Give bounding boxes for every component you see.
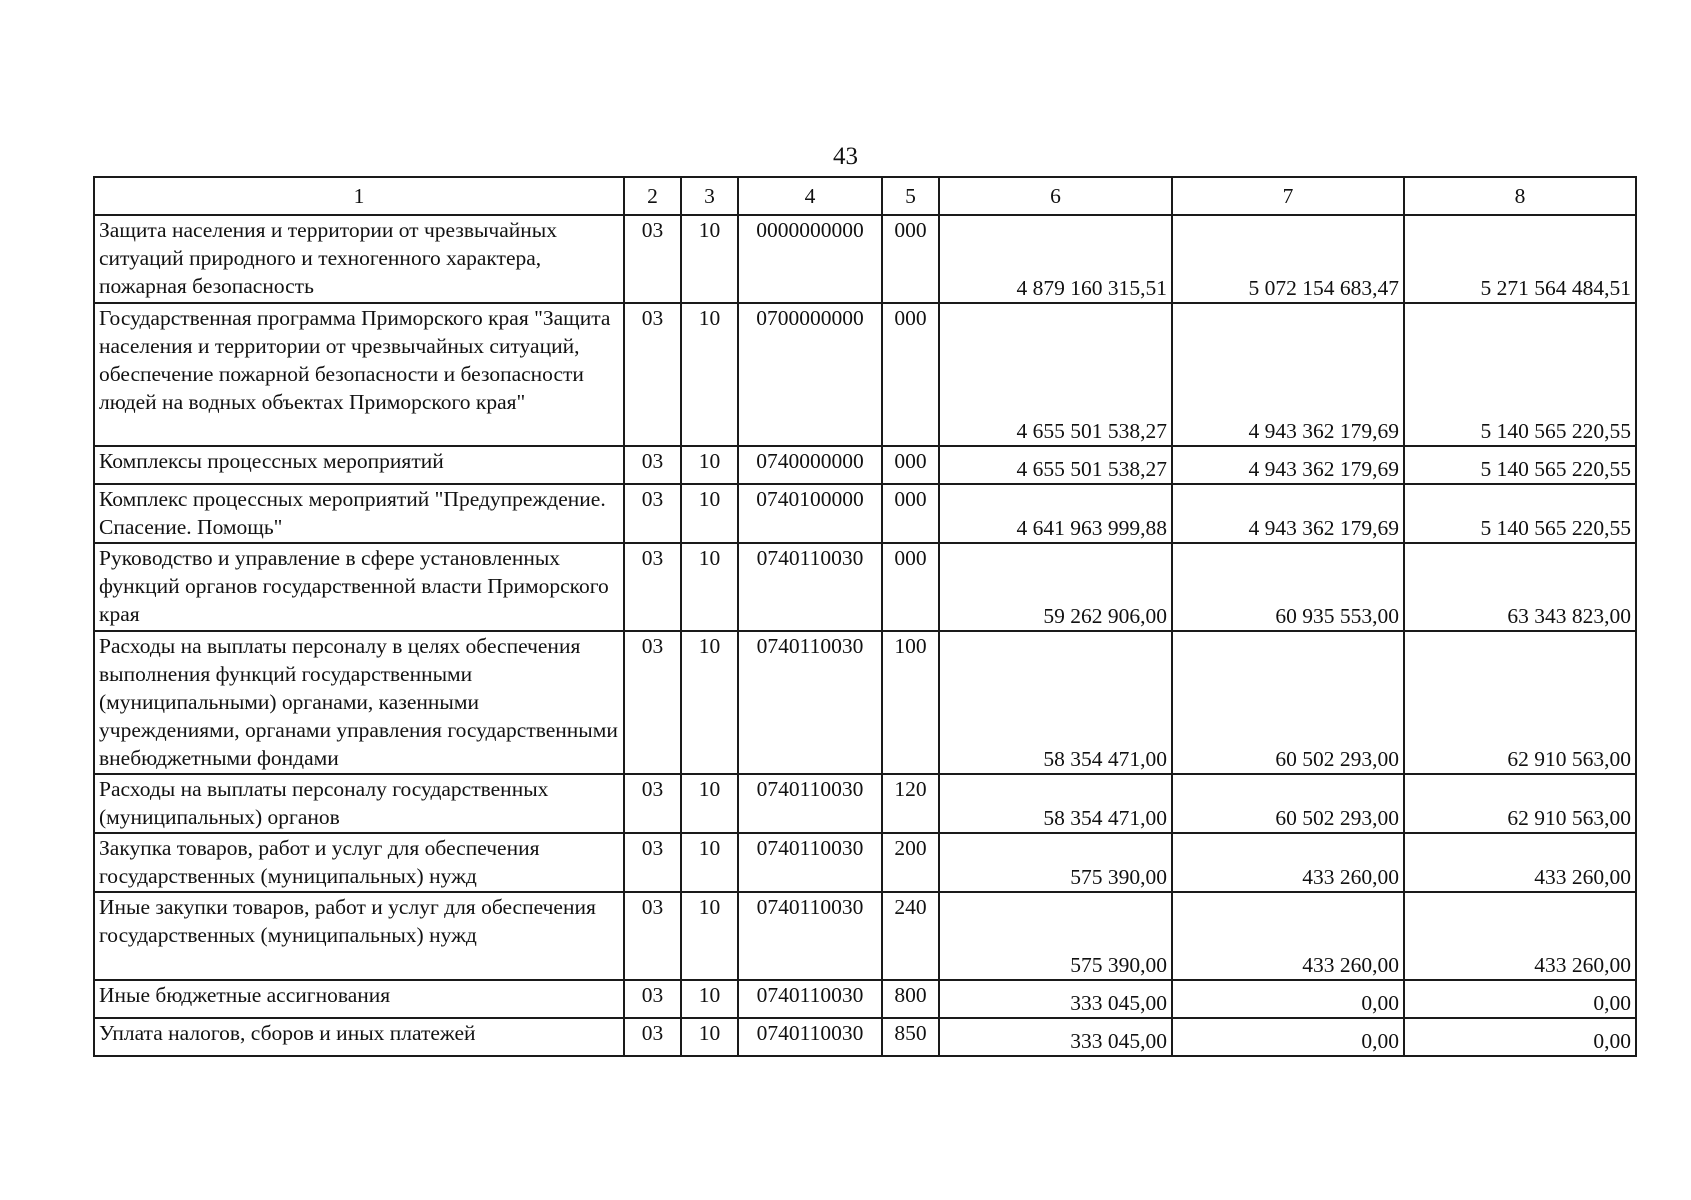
row-section-code: 03 xyxy=(624,980,681,1018)
table-row xyxy=(94,980,1636,1018)
header-row xyxy=(94,177,1636,215)
row-amount-col7: 5 072 154 683,47 xyxy=(1172,215,1404,303)
row-amount-col8: 63 343 823,00 xyxy=(1404,543,1636,631)
table-row xyxy=(94,543,1636,631)
table-row xyxy=(94,892,1636,980)
row-section-code: 03 xyxy=(624,543,681,631)
row-subsection-code: 10 xyxy=(681,631,738,774)
row-section-code: 03 xyxy=(624,303,681,446)
row-section-code: 03 xyxy=(624,892,681,980)
row-amount-col7: 60 502 293,00 xyxy=(1172,631,1404,774)
row-name: Расходы на выплаты персоналу государственных (муниципальных) органов xyxy=(94,774,624,833)
row-expense-type-code: 000 xyxy=(882,215,939,303)
row-amount-col8: 62 910 563,00 xyxy=(1404,631,1636,774)
row-target-article-code: 0740100000 xyxy=(738,484,882,543)
column-header-6: 6 xyxy=(939,177,1172,215)
row-target-article-code: 0000000000 xyxy=(738,215,882,303)
table-row xyxy=(94,484,1636,543)
row-amount-col7: 4 943 362 179,69 xyxy=(1172,446,1404,484)
row-expense-type-code: 800 xyxy=(882,980,939,1018)
table-row xyxy=(94,833,1636,892)
row-amount-col6: 4 879 160 315,51 xyxy=(939,215,1172,303)
row-amount-col7: 4 943 362 179,69 xyxy=(1172,484,1404,543)
table-row xyxy=(94,303,1636,446)
row-expense-type-code: 100 xyxy=(882,631,939,774)
table-row xyxy=(94,446,1636,484)
row-amount-col7: 0,00 xyxy=(1172,1018,1404,1056)
row-amount-col8: 433 260,00 xyxy=(1404,892,1636,980)
column-header-5: 5 xyxy=(882,177,939,215)
row-target-article-code: 0740110030 xyxy=(738,980,882,1018)
row-subsection-code: 10 xyxy=(681,303,738,446)
row-section-code: 03 xyxy=(624,215,681,303)
row-section-code: 03 xyxy=(624,446,681,484)
row-expense-type-code: 000 xyxy=(882,484,939,543)
column-header-4: 4 xyxy=(738,177,882,215)
row-subsection-code: 10 xyxy=(681,980,738,1018)
row-target-article-code: 0740110030 xyxy=(738,631,882,774)
row-subsection-code: 10 xyxy=(681,215,738,303)
row-section-code: 03 xyxy=(624,833,681,892)
row-amount-col8: 5 271 564 484,51 xyxy=(1404,215,1636,303)
row-name: Государственная программа Приморского края "Защита населения и территории от чрезвычайных ситуаций, обеспечение пожарной безопасности и безопасности людей на водных объектах Приморского края" xyxy=(94,303,624,446)
row-section-code: 03 xyxy=(624,774,681,833)
row-name: Защита населения и территории от чрезвычайных ситуаций природного и техногенного характера, пожарная безопасность xyxy=(94,215,624,303)
row-subsection-code: 10 xyxy=(681,892,738,980)
row-name: Иные бюджетные ассигнования xyxy=(94,980,624,1018)
row-amount-col6: 58 354 471,00 xyxy=(939,631,1172,774)
table-row xyxy=(94,774,1636,833)
budget-table xyxy=(93,176,1637,1057)
row-amount-col6: 4 655 501 538,27 xyxy=(939,446,1172,484)
row-amount-col7: 0,00 xyxy=(1172,980,1404,1018)
row-subsection-code: 10 xyxy=(681,833,738,892)
row-name: Комплекс процессных мероприятий "Предупреждение. Спасение. Помощь" xyxy=(94,484,624,543)
row-subsection-code: 10 xyxy=(681,774,738,833)
row-expense-type-code: 240 xyxy=(882,892,939,980)
row-amount-col7: 433 260,00 xyxy=(1172,833,1404,892)
row-target-article-code: 0700000000 xyxy=(738,303,882,446)
row-name: Иные закупки товаров, работ и услуг для обеспечения государственных (муниципальных) нужд xyxy=(94,892,624,980)
row-amount-col6: 4 655 501 538,27 xyxy=(939,303,1172,446)
row-target-article-code: 0740110030 xyxy=(738,774,882,833)
row-subsection-code: 10 xyxy=(681,446,738,484)
row-amount-col6: 575 390,00 xyxy=(939,833,1172,892)
table-row xyxy=(94,215,1636,303)
row-section-code: 03 xyxy=(624,631,681,774)
row-expense-type-code: 200 xyxy=(882,833,939,892)
row-amount-col8: 5 140 565 220,55 xyxy=(1404,303,1636,446)
table-row xyxy=(94,1018,1636,1056)
row-amount-col8: 5 140 565 220,55 xyxy=(1404,446,1636,484)
row-target-article-code: 0740000000 xyxy=(738,446,882,484)
row-expense-type-code: 000 xyxy=(882,446,939,484)
row-amount-col6: 575 390,00 xyxy=(939,892,1172,980)
column-header-3: 3 xyxy=(681,177,738,215)
row-amount-col8: 0,00 xyxy=(1404,980,1636,1018)
row-name: Руководство и управление в сфере установленных функций органов государственной власти Приморского края xyxy=(94,543,624,631)
column-header-2: 2 xyxy=(624,177,681,215)
row-expense-type-code: 000 xyxy=(882,543,939,631)
row-amount-col7: 433 260,00 xyxy=(1172,892,1404,980)
row-target-article-code: 0740110030 xyxy=(738,543,882,631)
row-subsection-code: 10 xyxy=(681,484,738,543)
row-name: Уплата налогов, сборов и иных платежей xyxy=(94,1018,624,1056)
row-name: Комплексы процессных мероприятий xyxy=(94,446,624,484)
row-amount-col8: 5 140 565 220,55 xyxy=(1404,484,1636,543)
row-amount-col6: 333 045,00 xyxy=(939,980,1172,1018)
column-header-8: 8 xyxy=(1404,177,1636,215)
row-expense-type-code: 000 xyxy=(882,303,939,446)
row-subsection-code: 10 xyxy=(681,543,738,631)
row-target-article-code: 0740110030 xyxy=(738,1018,882,1056)
row-subsection-code: 10 xyxy=(681,1018,738,1056)
table-row xyxy=(94,631,1636,774)
column-header-7: 7 xyxy=(1172,177,1404,215)
row-section-code: 03 xyxy=(624,484,681,543)
row-amount-col6: 59 262 906,00 xyxy=(939,543,1172,631)
row-expense-type-code: 850 xyxy=(882,1018,939,1056)
row-target-article-code: 0740110030 xyxy=(738,833,882,892)
row-name: Расходы на выплаты персоналу в целях обеспечения выполнения функций государственными (муниципальными) органами, казенными учреждениями, органами управления государственными внебюджетными фондами xyxy=(94,631,624,774)
row-target-article-code: 0740110030 xyxy=(738,892,882,980)
row-amount-col6: 4 641 963 999,88 xyxy=(939,484,1172,543)
row-amount-col6: 333 045,00 xyxy=(939,1018,1172,1056)
column-header-1: 1 xyxy=(94,177,624,215)
row-name: Закупка товаров, работ и услуг для обеспечения государственных (муниципальных) нужд xyxy=(94,833,624,892)
page-number: 43 xyxy=(833,143,858,170)
row-amount-col7: 4 943 362 179,69 xyxy=(1172,303,1404,446)
row-expense-type-code: 120 xyxy=(882,774,939,833)
row-amount-col6: 58 354 471,00 xyxy=(939,774,1172,833)
row-amount-col8: 0,00 xyxy=(1404,1018,1636,1056)
row-amount-col7: 60 935 553,00 xyxy=(1172,543,1404,631)
row-section-code: 03 xyxy=(624,1018,681,1056)
row-amount-col7: 60 502 293,00 xyxy=(1172,774,1404,833)
row-amount-col8: 433 260,00 xyxy=(1404,833,1636,892)
row-amount-col8: 62 910 563,00 xyxy=(1404,774,1636,833)
